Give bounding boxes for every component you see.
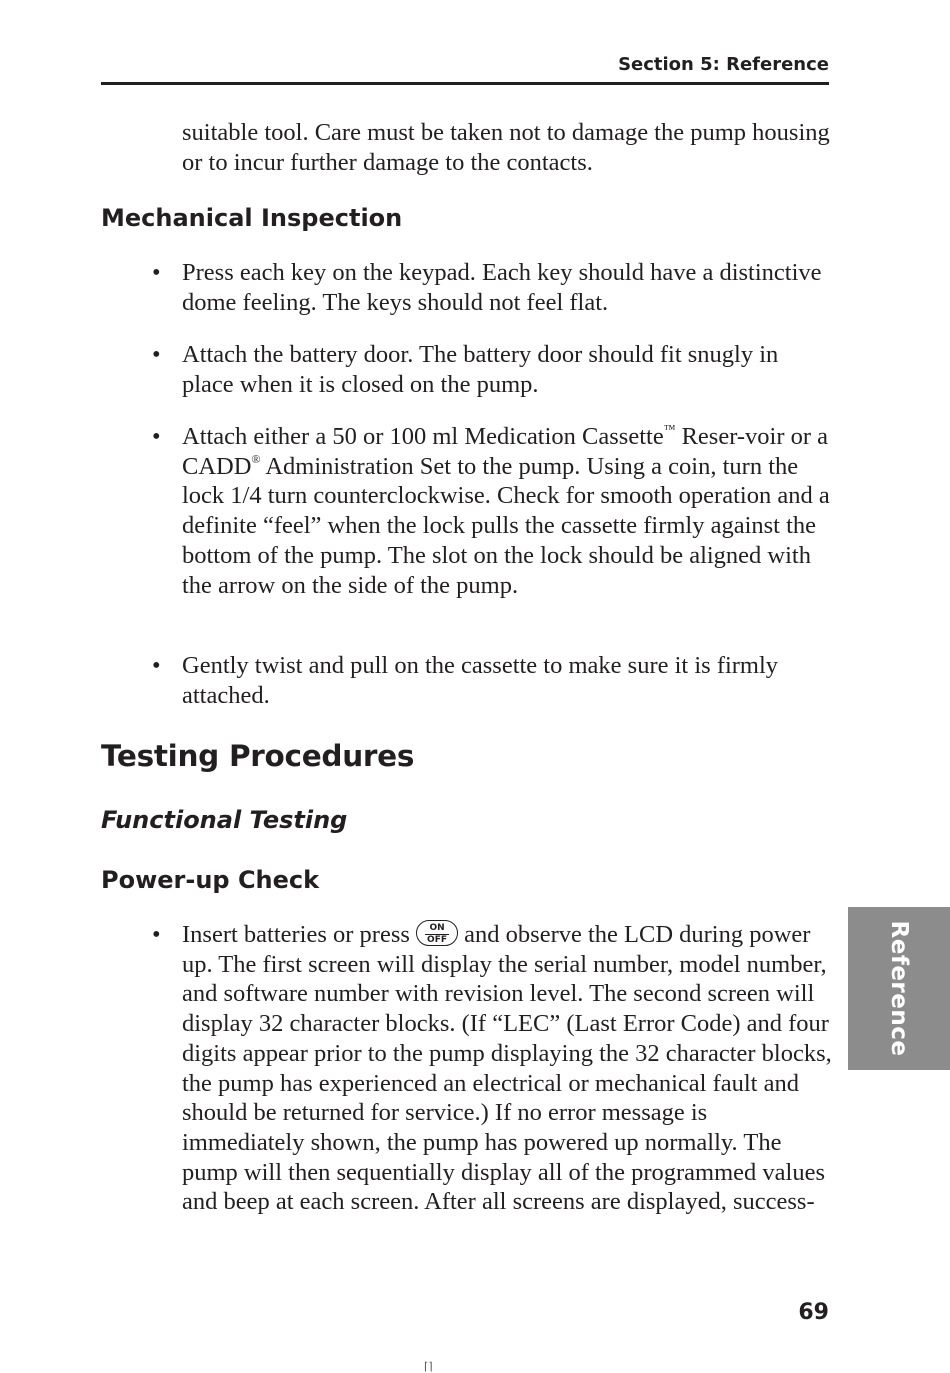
bullet-text: Gently twist and pull on the cassette to make sure it is firmly attached.	[182, 652, 779, 709]
functional-testing-heading: Functional Testing	[101, 806, 348, 834]
bullet-text: Insert batteries or press ON OFF and observe the LCD during power up. The first screen will display the serial number, model number, and software number with revision level. The second screen will display 32 character blocks. (If “LEC” (Last Error Code) and four digits appear prior to the pump displaying the 32 character blocks, the pump has experienced an electrical or mechanical fault and should be returned for service.) If no error message is immediately shown, the pump has powered up normally. The pump will then sequentially display all of the programmed values and beep at each screen. After all screens are displayed, success-	[182, 921, 832, 1216]
bullet-text: Press each key on the keypad. Each key should have a distinctive dome feeling. The keys should not feel flat.	[182, 259, 822, 316]
intro-paragraph: suitable tool. Care must be taken not to damage the pump housing or to incur further damage to the contacts.	[182, 119, 830, 176]
registered-symbol: ®	[251, 451, 261, 466]
side-tab-label: Reference	[886, 920, 912, 1057]
bullet-icon: •	[152, 259, 161, 286]
bullet-text: Attach the battery door. The battery door should fit snugly in place when it is closed on the pump.	[182, 341, 779, 398]
running-header	[101, 52, 829, 85]
section-title: Section 5: Reference	[618, 54, 829, 75]
reference-side-tab[interactable]	[848, 907, 950, 1070]
bullet-icon: •	[152, 652, 161, 679]
on-off-key-icon: ON OFF	[416, 920, 458, 946]
power-up-check-heading: Power-up Check	[101, 866, 320, 894]
trademark-symbol: ™	[663, 421, 676, 436]
testing-procedures-heading: Testing Procedures	[101, 739, 415, 773]
bullet-text: Attach either a 50 or 100 ml Medication Cassette™ Reser-voir or a CADD® Administration Set to the pump. Using a coin, turn the lock 1/4 turn counterclockwise. Check for smooth operation and a definite “feel” when the lock pulls the cassette firmly against the bottom of the pump. The slot on the lock should be aligned with the arrow on the side of the pump.	[182, 421, 830, 599]
bullet-icon: •	[152, 423, 161, 450]
footer-mark: ⌈⌉	[424, 1360, 433, 1373]
page-number: 69	[798, 1300, 829, 1325]
bullet-icon: •	[152, 341, 161, 368]
mechanical-inspection-heading: Mechanical Inspection	[101, 204, 403, 232]
bullet-icon: •	[152, 921, 161, 948]
